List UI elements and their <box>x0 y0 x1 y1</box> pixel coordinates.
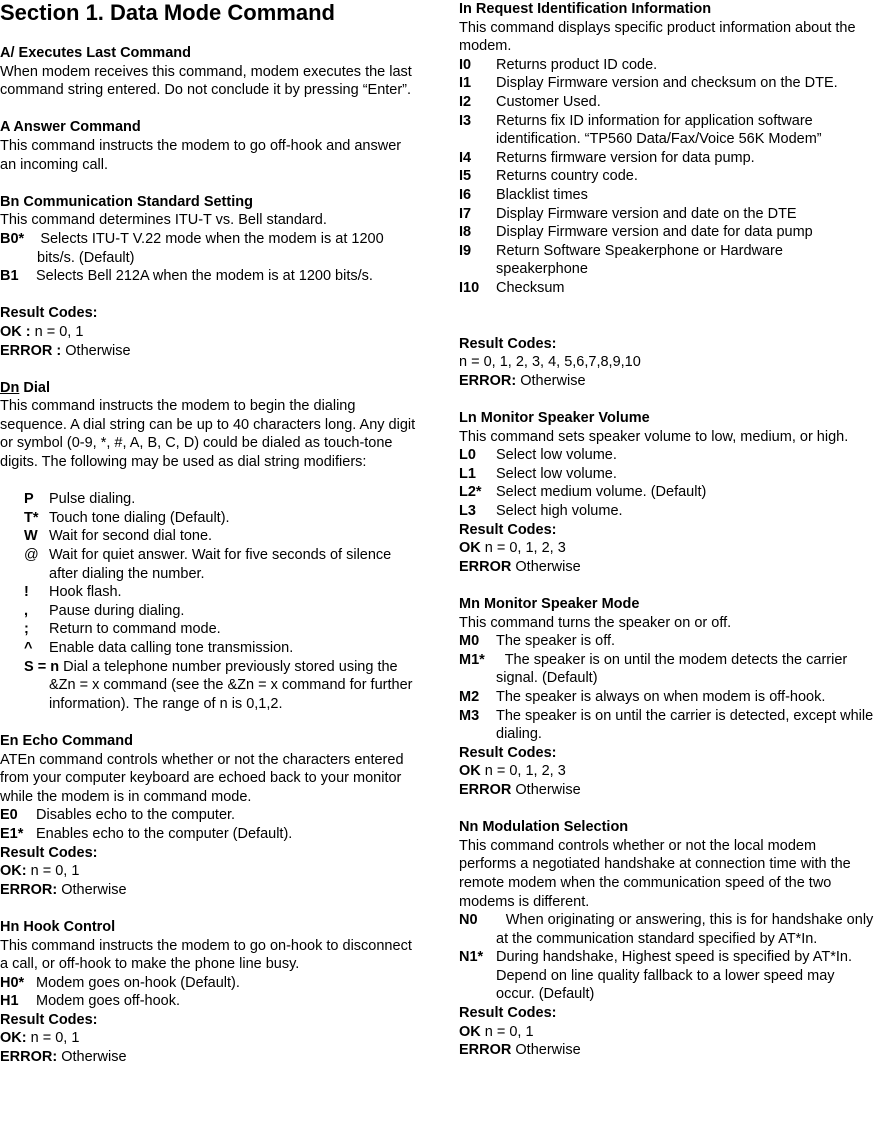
in-item <box>459 74 875 93</box>
in-result-error <box>459 372 875 391</box>
mn-result-error <box>459 781 875 800</box>
in-item-key: I1 <box>459 75 472 92</box>
dn-modifier <box>24 639 418 658</box>
mn-item-text: The speaker is on until the carrier is detected, except while dialing. <box>496 707 874 743</box>
dn-modifier <box>24 509 418 528</box>
in-item-text: Returns product ID code. <box>496 56 658 73</box>
in-desc: This command displays specific product information about the modem. <box>459 19 856 55</box>
ln-item <box>459 446 875 465</box>
hn-result-ok <box>0 1029 418 1048</box>
bn-item-key: B1 <box>0 268 19 285</box>
en-item-key: E0 <box>0 807 18 824</box>
nn-item-text: When originating or answering, this is for handshake only at the communication standard specified by AT*In. <box>496 912 874 947</box>
mn-result-ok <box>459 762 875 781</box>
hn-item-text: Modem goes off-hook. <box>36 993 181 1010</box>
dn-modifier <box>24 546 418 583</box>
ok-label: OK: <box>0 1030 27 1047</box>
mn-item-key: M3 <box>459 707 480 724</box>
dn-section <box>0 379 418 714</box>
nn-item-key: N0 <box>459 912 478 929</box>
mn-result-label: Result Codes: <box>459 744 557 761</box>
ln-item <box>459 465 875 484</box>
ln-item-text: Select high volume. <box>496 503 623 520</box>
en-item-text: Enables echo to the computer (Default). <box>36 825 293 842</box>
left-column <box>0 0 418 1085</box>
bn-item-text: Selects ITU-T V.22 mode when the modem is at 1200 bits/s. (Default) <box>37 230 384 266</box>
hn-item-key: H0* <box>0 974 25 991</box>
in-item-text: Returns firmware version for data pump. <box>496 149 755 166</box>
in-result-label: Result Codes: <box>459 335 557 352</box>
hn-item-text: Modem goes on-hook (Default). <box>36 974 240 991</box>
in-item <box>459 149 875 168</box>
ln-item-key: L0 <box>459 447 476 464</box>
dn-modifier <box>24 620 418 639</box>
a-answer-section <box>0 118 418 174</box>
in-item-key: I4 <box>459 149 472 166</box>
hn-result-error <box>0 1048 418 1067</box>
dn-title <box>0 379 418 398</box>
ln-result-label: Result Codes: <box>459 521 557 538</box>
in-item-text: Display Firmware version and checksum on the DTE. <box>496 75 838 92</box>
in-item-text: Customer Used. <box>496 93 601 110</box>
hn-item <box>0 974 418 993</box>
in-item-text: Display Firmware version and date for data pump <box>496 224 813 241</box>
hn-item <box>0 992 418 1011</box>
ln-section <box>459 409 875 576</box>
en-result-error <box>0 881 418 900</box>
en-desc: ATEn command controls whether or not the characters entered from your computer keyboard are echoed back to your monitor while the modem is in command mode. <box>0 751 404 805</box>
ok-value: n = 0, 1, 2, 3 <box>484 763 566 780</box>
error-value: Otherwise <box>61 1049 127 1066</box>
ln-item-key: L3 <box>459 503 476 520</box>
in-item <box>459 205 875 224</box>
dn-modifier-s <box>24 658 418 714</box>
en-title: En Echo Command <box>0 732 133 749</box>
error-label: ERROR <box>459 1042 512 1059</box>
in-item <box>459 223 875 242</box>
ln-item-text: Select low volume. <box>496 465 617 482</box>
error-value: Otherwise <box>520 372 586 389</box>
in-item-key: I3 <box>459 112 472 129</box>
nn-result-error <box>459 1041 875 1060</box>
error-value: Otherwise <box>515 1042 581 1059</box>
modifier-key: , <box>24 602 29 619</box>
a-slash-title: A/ Executes Last Command <box>0 45 191 61</box>
in-item-text: Blacklist times <box>496 186 588 203</box>
in-item-key: I7 <box>459 205 472 222</box>
ln-desc: This command sets speaker volume to low, medium, or high. <box>459 428 849 445</box>
bn-desc: This command determines ITU-T vs. Bell standard. <box>0 212 327 229</box>
ln-result-error <box>459 558 875 577</box>
modifier-text: Wait for quiet answer. Wait for five seconds of silence after dialing the number. <box>49 547 392 582</box>
dn-title-rest: Dial <box>23 379 50 396</box>
bn-result-ok <box>0 323 418 342</box>
en-item-text: Disables echo to the computer. <box>36 807 236 824</box>
error-value: Otherwise <box>61 881 127 898</box>
dn-modifier-list <box>0 490 418 713</box>
modifier-text: Pause during dialing. <box>49 602 185 619</box>
bn-section <box>0 193 418 360</box>
in-item-key: I8 <box>459 224 472 241</box>
modifier-key: P <box>24 491 34 508</box>
nn-section <box>459 818 875 1060</box>
in-item-key: I0 <box>459 56 472 73</box>
hn-result-label: Result Codes: <box>0 1011 98 1028</box>
mn-item <box>459 632 875 651</box>
en-section <box>0 732 418 899</box>
nn-title: Nn Modulation Selection <box>459 819 629 836</box>
ok-value: n = 0, 1 <box>30 863 80 880</box>
in-item <box>459 56 875 75</box>
nn-result-label: Result Codes: <box>459 1005 557 1022</box>
mn-item-text: The speaker is on until the modem detects the carrier signal. (Default) <box>496 651 848 687</box>
dn-modifier <box>24 490 418 509</box>
nn-item-key: N1* <box>459 949 484 966</box>
ln-item-key: L2* <box>459 484 482 501</box>
in-item-text: Display Firmware version and date on the DTE <box>496 205 797 222</box>
in-item-key: I9 <box>459 242 472 259</box>
bn-item-b0 <box>0 230 418 267</box>
in-result-value: n = 0, 1, 2, 3, 4, 5,6,7,8,9,10 <box>459 354 641 371</box>
modifier-text: Pulse dialing. <box>49 491 136 508</box>
error-label: ERROR: <box>0 881 58 898</box>
a-answer-title: A Answer Command <box>0 119 141 136</box>
in-item-text: Returns fix ID information for application software identification. “TP560 Data/Fax/Voice 56K Modem” <box>496 112 822 148</box>
bn-result-label: Result Codes: <box>0 305 98 322</box>
error-value: Otherwise <box>65 342 131 359</box>
nn-item <box>459 948 875 1004</box>
dn-desc: This command instructs the modem to begin the dialing sequence. A dial string can be up to 40 characters long. Any digit or symbol (0-9, *, #, A, B, C, D) could be dialed as touch-tone digits. The following may be used as dial string modifiers: <box>0 398 416 471</box>
ln-item-text: Select low volume. <box>496 447 617 464</box>
hn-item-key: H1 <box>0 993 19 1010</box>
en-result-label: Result Codes: <box>0 844 98 861</box>
mn-title: Mn Monitor Speaker Mode <box>459 596 640 612</box>
in-item <box>459 112 875 149</box>
in-item-key: I10 <box>459 279 480 296</box>
bn-item-key: B0* <box>0 230 25 247</box>
modifier-text: Hook flash. <box>49 584 122 601</box>
in-item-text: Return Software Speakerphone or Hardware speakerphone <box>496 242 783 278</box>
en-item <box>0 806 418 825</box>
ln-item-text: Select medium volume. (Default) <box>496 484 707 501</box>
in-item-key: I2 <box>459 93 472 110</box>
ok-label: OK: <box>0 863 27 880</box>
bn-title: Bn Communication Standard Setting <box>0 193 253 210</box>
ln-item-key: L1 <box>459 465 476 482</box>
ok-label: OK <box>459 1023 481 1040</box>
dn-modifier <box>24 602 418 621</box>
right-column <box>459 0 875 1078</box>
in-item <box>459 279 875 298</box>
error-label: ERROR: <box>459 372 517 389</box>
modifier-key: ^ <box>24 640 33 656</box>
modifier-text: Wait for second dial tone. <box>49 528 213 545</box>
modifier-key: S = n <box>24 658 60 675</box>
bn-item-b1 <box>0 267 418 286</box>
en-item-key: E1* <box>0 825 24 842</box>
mn-item-key: M1* <box>459 651 485 668</box>
ln-result-ok <box>459 539 875 558</box>
modifier-text: Return to command mode. <box>49 621 221 638</box>
in-item-key: I6 <box>459 186 472 203</box>
hn-section <box>0 918 418 1067</box>
bn-item-text: Selects Bell 212A when the modem is at 1200 bits/s. <box>36 268 373 285</box>
hn-title: Hn Hook Control <box>0 918 116 935</box>
dn-title-code: Dn <box>0 379 20 396</box>
modifier-key: ! <box>24 584 29 601</box>
mn-item-key: M2 <box>459 688 480 705</box>
ln-item <box>459 483 875 502</box>
modifier-text: Touch tone dialing (Default). <box>49 509 230 526</box>
ok-label: OK <box>459 540 481 557</box>
ok-label: OK <box>459 763 481 780</box>
dn-modifier <box>24 527 418 546</box>
in-item <box>459 167 875 186</box>
ln-item <box>459 502 875 521</box>
in-title: In Request Identification Information <box>459 1 712 17</box>
ln-title: Ln Monitor Speaker Volume <box>459 410 650 427</box>
a-slash-section <box>0 44 418 100</box>
modifier-text: Enable data calling tone transmission. <box>49 640 294 656</box>
error-label: ERROR <box>459 558 512 575</box>
mn-item-key: M0 <box>459 633 480 650</box>
error-label: ERROR : <box>0 342 62 359</box>
mn-item-text: The speaker is off. <box>496 633 616 650</box>
modifier-key: T* <box>24 509 39 526</box>
modifier-key: W <box>24 528 38 545</box>
dn-modifier <box>24 583 418 602</box>
ok-label: OK : <box>0 323 31 340</box>
ok-value: n = 0, 1, 2, 3 <box>484 540 566 557</box>
in-item <box>459 242 875 279</box>
in-item-key: I5 <box>459 168 472 185</box>
mn-item-text: The speaker is always on when modem is off-hook. <box>496 688 826 705</box>
in-item-text: Checksum <box>496 279 565 296</box>
ok-value: n = 0, 1 <box>30 1030 80 1047</box>
in-item-text: Returns country code. <box>496 168 638 185</box>
section-title: Section 1. Data Mode Command <box>0 0 335 25</box>
mn-section <box>459 595 875 800</box>
nn-result-ok <box>459 1023 875 1042</box>
nn-item-text: During handshake, Highest speed is specified by AT*In. Depend on line quality fallback to a lower speed may occur. (Default) <box>496 949 852 1003</box>
modifier-key: @ <box>24 547 39 564</box>
ok-value: n = 0, 1 <box>34 323 84 340</box>
en-item <box>0 825 418 844</box>
nn-item <box>459 911 875 948</box>
error-value: Otherwise <box>515 781 581 798</box>
en-result-ok <box>0 862 418 881</box>
error-label: ERROR: <box>0 1049 58 1066</box>
a-answer-desc: This command instructs the modem to go off-hook and answer an incoming call. <box>0 137 402 173</box>
modifier-key: ; <box>24 621 29 638</box>
mn-desc: This command turns the speaker on or off. <box>459 614 732 631</box>
error-label: ERROR <box>459 781 512 798</box>
ok-value: n = 0, 1 <box>484 1023 534 1040</box>
modifier-text: Dial a telephone number previously stored using the &Zn = x command (see the &Zn = x command for further information). The range of n is 0,1,2. <box>49 658 413 712</box>
mn-item <box>459 651 875 688</box>
a-slash-desc: When modem receives this command, modem executes the last command string entered. Do not conclude it by pressing “Enter”. <box>0 63 412 99</box>
mn-item <box>459 688 875 707</box>
nn-desc: This command controls whether or not the local modem performs a negotiated handshake at connection time with the remote modem when the communication speed of the two modems is different. <box>459 837 851 910</box>
bn-result-error <box>0 342 418 361</box>
hn-desc: This command instructs the modem to go on-hook to disconnect a call, or off-hook to make the phone line busy. <box>0 937 412 973</box>
error-value: Otherwise <box>515 558 581 575</box>
mn-item <box>459 707 875 744</box>
in-section <box>459 0 875 390</box>
in-item <box>459 93 875 112</box>
in-item <box>459 186 875 205</box>
